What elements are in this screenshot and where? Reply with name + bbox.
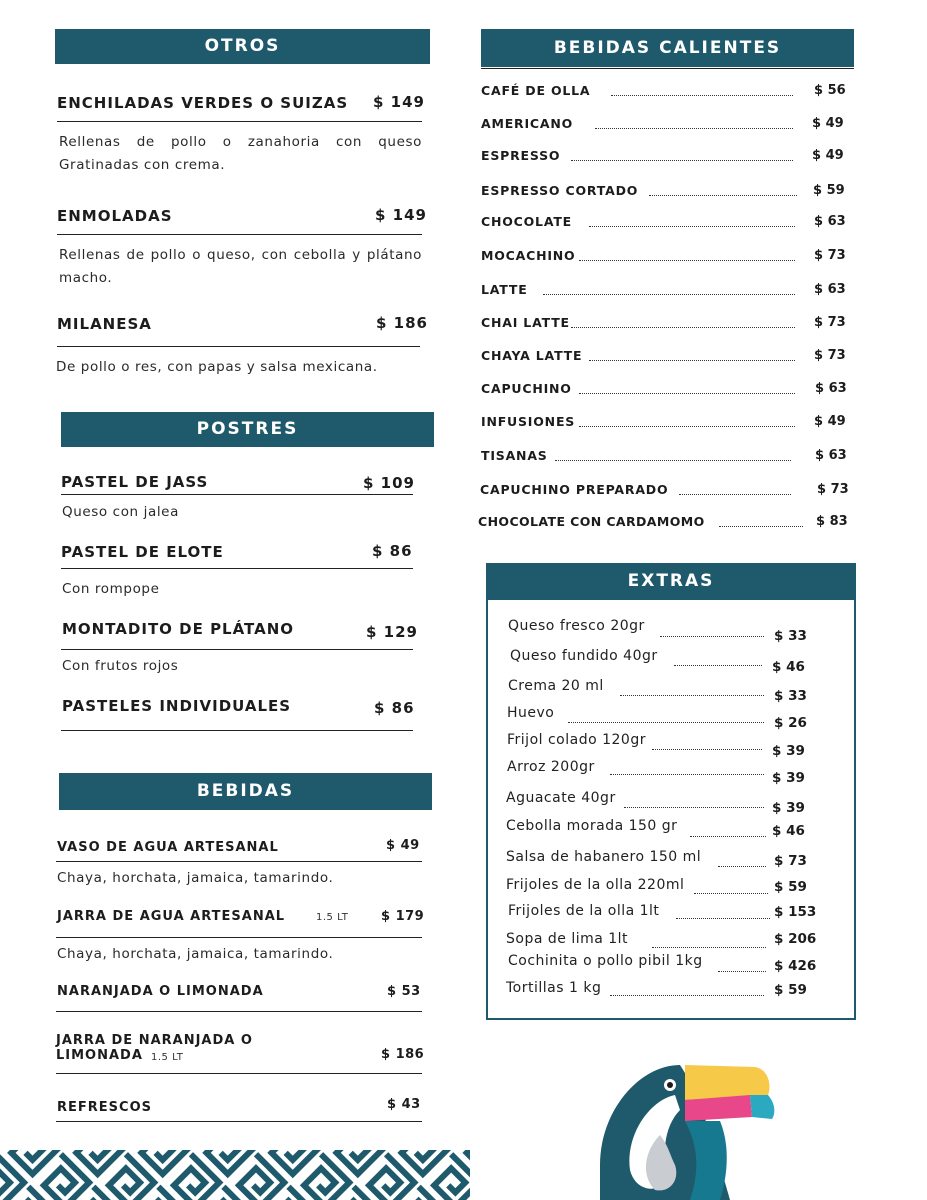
bebidas-item-name: LIMONADA [56, 1048, 143, 1063]
hot-drink-name: CAPUCHINO [481, 381, 572, 396]
dot-leader [620, 682, 764, 696]
hot-drink-name: LATTE [481, 282, 528, 297]
dot-leader [589, 214, 795, 227]
dot-leader [568, 709, 764, 723]
hot-drink-name: CAPUCHINO PREPARADO [480, 482, 669, 497]
extras-price: $ 33 [774, 688, 807, 704]
hot-drink-row [481, 148, 853, 166]
extras-name: Arroz 200gr [507, 759, 595, 775]
hot-drink-name: CHOCOLATE CON CARDAMOMO [478, 514, 705, 529]
dot-leader [718, 853, 766, 867]
extras-price: $ 46 [772, 823, 805, 839]
dot-leader [589, 348, 795, 361]
dot-leader [649, 183, 797, 196]
dot-leader [595, 116, 793, 129]
dot-leader [579, 381, 795, 394]
divider [61, 494, 413, 495]
bebidas-banner [59, 773, 432, 810]
otros-item-desc: Rellenas de pollo o zanahoria con queso Gratinadas con crema. [59, 134, 422, 173]
postres-item-price: $ 129 [366, 623, 418, 641]
bebidas-calientes-title: BEBIDAS CALIENTES [553, 38, 782, 58]
bebidas-item-qty: 1.5 LT [151, 1052, 184, 1063]
dot-leader [679, 482, 791, 495]
hot-drink-name: CHOCOLATE [481, 214, 572, 229]
hot-drink-name: TISANAS [481, 448, 548, 463]
postres-item-price: $ 86 [374, 699, 415, 717]
postres-item-name: PASTELES INDIVIDUALES [62, 697, 292, 715]
extras-name: Cebolla morada 150 gr [506, 818, 678, 834]
otros-item-price: $ 186 [376, 314, 428, 332]
extras-price: $ 26 [774, 715, 807, 731]
dot-leader [718, 958, 766, 972]
bebidas-calientes-banner [481, 29, 854, 67]
extras-price: $ 39 [772, 743, 805, 759]
extras-name: Huevo [507, 705, 555, 721]
hot-drink-name: INFUSIONES [481, 414, 576, 429]
hot-drink-row [481, 381, 853, 399]
divider [481, 68, 854, 69]
bebidas-item-price: $ 43 [387, 1097, 421, 1112]
bebidas-item-name: JARRA DE NARANJADA O [56, 1033, 253, 1048]
otros-item-price: $ 149 [375, 206, 427, 224]
extras-name: Aguacate 40gr [506, 790, 616, 806]
hot-drink-row [481, 315, 853, 333]
postres-item-name: PASTEL DE JASS [61, 473, 209, 491]
extras-price: $ 73 [774, 853, 807, 869]
extras-price: $ 59 [774, 982, 807, 998]
dot-leader [579, 248, 795, 261]
extras-name: Queso fresco 20gr [508, 618, 645, 634]
bebidas-item-price: $ 179 [381, 909, 425, 924]
dot-leader [652, 934, 766, 948]
toucan-logo-icon [580, 1055, 810, 1200]
dot-leader [690, 823, 766, 837]
hot-drink-price: $ 49 [814, 414, 846, 429]
postres-banner [61, 412, 434, 447]
dot-leader [611, 83, 793, 96]
extras-row [506, 618, 846, 644]
hot-drink-price: $ 83 [816, 514, 848, 529]
extras-title: EXTRAS [627, 571, 715, 591]
dot-leader [610, 982, 764, 996]
extras-row [506, 849, 846, 869]
hot-drink-row [481, 448, 853, 466]
extras-price: $ 206 [774, 931, 817, 947]
dot-leader [579, 414, 795, 427]
divider [57, 234, 422, 235]
otros-item-name: ENCHILADAS VERDES O SUIZAS [57, 94, 349, 112]
bebidas-item-name: REFRESCOS [57, 1100, 152, 1115]
hot-drink-row [481, 116, 853, 134]
otros-item-name: ENMOLADAS [57, 207, 173, 225]
bebidas-item-name: VASO DE AGUA ARTESANAL [57, 840, 279, 855]
hot-drink-row [481, 414, 853, 432]
extras-row [506, 903, 846, 923]
extras-name: Tortillas 1 kg [506, 980, 602, 996]
bebidas-item-name: NARANJADA O LIMONADA [57, 984, 264, 999]
divider [61, 649, 413, 650]
divider [56, 1011, 422, 1012]
extras-name: Crema 20 ml [508, 678, 604, 694]
bebidas-item-price: $ 49 [386, 838, 420, 853]
dot-leader [624, 794, 764, 808]
dot-leader [719, 514, 803, 527]
postres-item-name: MONTADITO DE PLÁTANO [62, 620, 295, 638]
extras-price: $ 39 [772, 800, 805, 816]
hot-drink-price: $ 63 [814, 214, 846, 229]
divider [56, 937, 422, 938]
otros-title: OTROS [204, 36, 281, 56]
extras-name: Queso fundido 40gr [510, 648, 658, 664]
extras-price: $ 59 [774, 879, 807, 895]
hot-drink-row [481, 83, 853, 101]
postres-item-price: $ 86 [372, 542, 413, 560]
dot-leader [694, 880, 768, 894]
extras-row [506, 790, 846, 816]
extras-banner [486, 563, 856, 599]
hot-drink-row [481, 214, 853, 232]
hot-drink-name: AMERICANO [481, 116, 574, 131]
hot-drink-price: $ 63 [815, 381, 847, 396]
extras-name: Sopa de lima 1lt [506, 931, 629, 947]
hot-drink-row [481, 348, 853, 366]
postres-item-desc: Con rompope [62, 581, 160, 597]
dot-leader [660, 623, 764, 637]
dot-leader [571, 148, 793, 161]
hot-drink-name: CHAYA LATTE [481, 348, 583, 363]
hot-drink-row [478, 514, 853, 532]
hot-drink-price: $ 49 [812, 116, 844, 131]
greek-key-pattern-icon [0, 1150, 470, 1200]
bebidas-item-qty: 1.5 LT [316, 912, 349, 923]
dot-leader [571, 315, 795, 328]
hot-drink-price: $ 63 [814, 282, 846, 297]
extras-row [506, 705, 846, 731]
hot-drink-price: $ 59 [813, 183, 845, 198]
hot-drink-price: $ 73 [814, 248, 846, 263]
extras-row [506, 648, 846, 675]
postres-item-price: $ 109 [363, 474, 415, 492]
hot-drink-row [481, 183, 853, 201]
dot-leader [610, 761, 764, 775]
hot-drink-row [481, 482, 853, 500]
extras-price: $ 33 [774, 628, 807, 644]
bebidas-item-desc: Chaya, horchata, jamaica, tamarindo. [57, 870, 334, 886]
extras-row [506, 732, 846, 759]
extras-row [506, 818, 846, 838]
hot-drink-price: $ 49 [812, 148, 844, 163]
hot-drink-row [481, 282, 853, 300]
bebidas-title: BEBIDAS [196, 781, 295, 801]
extras-name: Salsa de habanero 150 ml [506, 849, 702, 865]
otros-item-desc: Rellenas de pollo o queso, con cebolla y plátano macho. [59, 247, 422, 286]
extras-row [506, 953, 846, 973]
postres-item-desc: Con frutos rojos [62, 658, 179, 674]
extras-row [506, 759, 846, 786]
dot-leader [652, 736, 762, 750]
extras-price: $ 426 [774, 958, 817, 974]
extras-row [506, 678, 846, 704]
extras-row [506, 877, 846, 897]
divider [61, 568, 413, 569]
hot-drink-price: $ 63 [815, 448, 847, 463]
divider [56, 861, 422, 862]
hot-drink-name: CHAI LATTE [481, 315, 570, 330]
dot-leader [555, 448, 791, 461]
otros-item-price: $ 149 [373, 93, 425, 111]
extras-name: Cochinita o pollo pibil 1kg [508, 953, 703, 969]
otros-banner [55, 29, 430, 64]
divider [56, 1121, 422, 1122]
hot-drink-name: CAFÉ DE OLLA [481, 83, 591, 98]
bebidas-item-desc: Chaya, horchata, jamaica, tamarindo. [57, 946, 334, 962]
extras-row [506, 931, 846, 951]
postres-title: POSTRES [196, 419, 299, 439]
otros-item-name: MILANESA [57, 315, 152, 333]
postres-item-desc: Queso con jalea [62, 504, 179, 520]
hot-drink-row [481, 248, 853, 266]
hot-drink-name: MOCACHINO [481, 248, 576, 263]
extras-price: $ 153 [774, 904, 817, 920]
dot-leader [676, 905, 770, 919]
extras-name: Frijoles de la olla 220ml [506, 877, 685, 893]
dot-leader [543, 282, 795, 295]
bebidas-item-name: JARRA DE AGUA ARTESANAL [57, 909, 286, 924]
divider [61, 730, 413, 731]
hot-drink-price: $ 56 [814, 83, 846, 98]
bebidas-item-price: $ 186 [381, 1047, 425, 1062]
hot-drink-price: $ 73 [814, 315, 846, 330]
divider [56, 1073, 422, 1074]
hot-drink-name: ESPRESSO CORTADO [481, 183, 639, 198]
hot-drink-price: $ 73 [814, 348, 846, 363]
extras-price: $ 46 [772, 659, 805, 675]
dot-leader [674, 652, 762, 666]
otros-item-desc: De pollo o res, con papas y salsa mexicana. [56, 359, 378, 375]
extras-price: $ 39 [772, 770, 805, 786]
bebidas-item-price: $ 53 [387, 984, 421, 999]
hot-drink-price: $ 73 [817, 482, 849, 497]
postres-item-name: PASTEL DE ELOTE [61, 543, 224, 561]
divider [57, 121, 422, 122]
hot-drink-name: ESPRESSO [481, 148, 561, 163]
extras-name: Frijoles de la olla 1lt [508, 903, 660, 919]
divider [57, 346, 420, 347]
extras-name: Frijol colado 120gr [507, 732, 646, 748]
extras-row [506, 980, 846, 1000]
